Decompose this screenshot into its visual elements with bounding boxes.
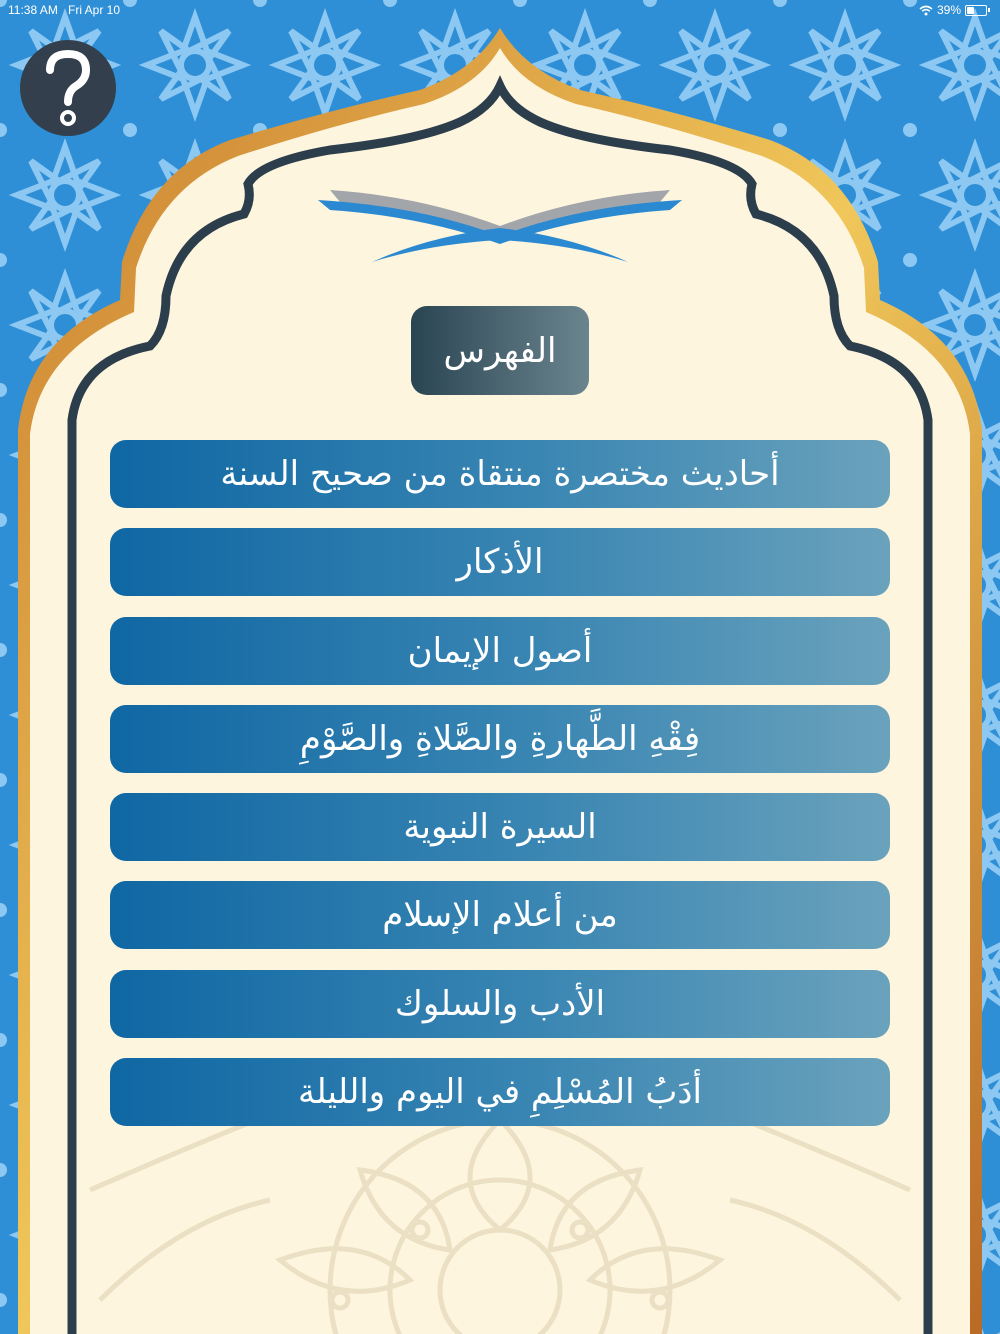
menu-item-usul-al-iman[interactable]: أصول الإيمان	[110, 617, 890, 685]
menu-item-adhkar[interactable]: الأذكار	[110, 528, 890, 596]
status-right	[919, 3, 990, 17]
index-title: الفهرس	[411, 306, 589, 395]
menu-item-fiqh[interactable]: فِقْهِ الطَّهارةِ والصَّلاةِ والصَّوْمِ	[110, 705, 890, 773]
battery-icon	[965, 5, 987, 16]
menu-item-muslim-day-night[interactable]: أدَبُ المُسْلِمِ في اليوم والليلة	[110, 1058, 890, 1126]
status-bar	[0, 0, 1000, 20]
menu-item-islamic-figures[interactable]: من أعلام الإسلام	[110, 881, 890, 949]
status-time: 11:38 AM	[8, 3, 58, 17]
help-button[interactable]	[20, 40, 116, 136]
index-menu	[110, 440, 890, 1146]
status-date: Fri Apr 10	[68, 3, 121, 17]
menu-item-manners[interactable]: الأدب والسلوك	[110, 970, 890, 1038]
battery-percent: 39%	[936, 3, 961, 17]
menu-item-hadith-collection[interactable]: أحاديث مختصرة منتقاة من صحيح السنة	[110, 440, 890, 508]
wifi-icon	[919, 5, 933, 16]
battery-tip	[988, 8, 990, 12]
menu-item-seerah[interactable]: السيرة النبوية	[110, 793, 890, 861]
question-mark-icon	[38, 48, 98, 128]
